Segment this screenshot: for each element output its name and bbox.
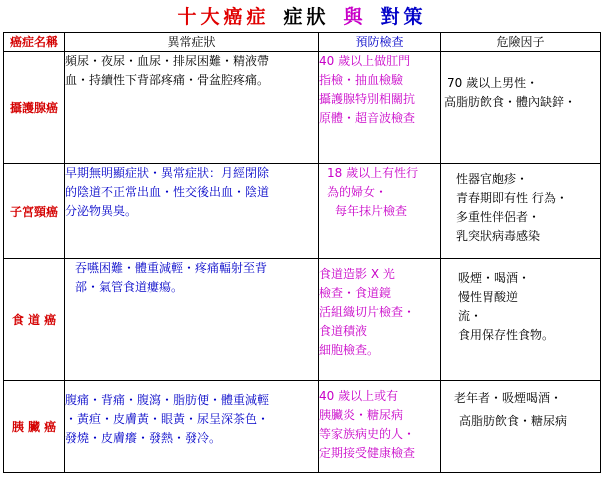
row-prevention bbox=[319, 52, 441, 164]
symptom-line: 部・氣管食道瘻瘍。 bbox=[75, 280, 184, 294]
prevention-line: 食道積液 bbox=[319, 324, 368, 338]
row-risk bbox=[441, 52, 601, 164]
symptom-line: 腹痛・背痛・腹瀉・脂肪便・體重減輕 bbox=[65, 393, 270, 407]
risk-line: 吸煙・喝酒・ bbox=[458, 271, 531, 285]
risk-line: 高脂肪飲食・糖尿病 bbox=[459, 414, 568, 428]
symptom-line: 血・持續性下背部疼痛・骨盆腔疼痛。 bbox=[65, 73, 270, 87]
header-row bbox=[4, 33, 601, 52]
row-symptoms bbox=[65, 381, 319, 473]
risk-line: 慢性胃酸逆 bbox=[458, 290, 519, 304]
header-cancer-name: 癌症名稱 bbox=[4, 33, 65, 52]
title-part-2: 症狀 bbox=[283, 6, 330, 28]
symptom-line: 吞嚥困難・體重減輕・疼痛輻射至背 bbox=[75, 261, 268, 275]
risk-line: 高脂肪飲食・體內缺鋅・ bbox=[444, 95, 577, 109]
row-prevention bbox=[319, 259, 441, 381]
prevention-line: 每年抹片檢查 bbox=[335, 204, 408, 218]
title-part-3: 與 bbox=[343, 6, 367, 28]
prevention-line: 食道造影 X 光 bbox=[319, 267, 395, 281]
risk-line: 青春期即有性 行為・ bbox=[456, 191, 568, 205]
risk-line: 70 歲以上男性・ bbox=[447, 76, 539, 90]
row-cancer-name: 子宮頸癌 bbox=[4, 164, 65, 259]
symptom-line: 頻尿・夜尿・血尿・排尿困難・精液帶 bbox=[65, 54, 270, 68]
prevention-line: 攝護腺特別相關抗 bbox=[319, 92, 416, 106]
row-prevention bbox=[319, 381, 441, 473]
prevention-line: 40 歲以上做肛門 bbox=[319, 54, 411, 68]
symptom-line: ・黃疸・皮膚黃・眼黃・尿呈深茶色・ bbox=[65, 412, 270, 426]
prevention-line: 為的婦女・ bbox=[327, 185, 388, 199]
header-prevention: 預防檢查 bbox=[319, 33, 441, 52]
symptom-line: 分泌物異臭。 bbox=[65, 204, 138, 218]
row-cancer-name: 胰 臟 癌 bbox=[4, 381, 65, 473]
table-row bbox=[4, 381, 601, 473]
table-row bbox=[4, 52, 601, 164]
table-row bbox=[4, 164, 601, 259]
prevention-line: 原體・超音波檢查 bbox=[319, 111, 416, 125]
row-risk bbox=[441, 381, 601, 473]
row-cancer-name: 攝護腺癌 bbox=[4, 52, 65, 164]
prevention-line: 指檢・抽血檢驗 bbox=[319, 73, 404, 87]
prevention-line: 檢查・食道鏡 bbox=[319, 286, 392, 300]
row-prevention bbox=[319, 164, 441, 259]
header-risk-factors: 危險因子 bbox=[441, 33, 601, 52]
title-part-4: 對策 bbox=[380, 6, 427, 28]
risk-line: 性器官皰疹・ bbox=[456, 172, 529, 186]
symptom-line: 的陰道不正常出血・性交後出血・陰道 bbox=[65, 185, 270, 199]
prevention-line: 18 歲以上有性行 bbox=[327, 166, 419, 180]
row-symptoms bbox=[65, 52, 319, 164]
cancer-table bbox=[3, 32, 601, 473]
row-risk bbox=[441, 259, 601, 381]
title-part-1: 十大癌症 bbox=[177, 6, 270, 28]
prevention-line: 細胞檢查。 bbox=[319, 343, 380, 357]
risk-line: 食用保存性食物。 bbox=[458, 328, 555, 342]
symptom-line: 發燒・皮膚癢・發熱・發冷。 bbox=[65, 431, 222, 445]
risk-line: 流・ bbox=[458, 309, 483, 323]
risk-line: 乳突狀病毒感染 bbox=[456, 229, 541, 243]
prevention-line: 40 歲以上或有 bbox=[319, 389, 399, 403]
table-row bbox=[4, 259, 601, 381]
row-symptoms bbox=[65, 164, 319, 259]
row-symptoms bbox=[65, 259, 319, 381]
row-cancer-name: 食 道 癌 bbox=[4, 259, 65, 381]
prevention-line: 活組織切片檢查・ bbox=[319, 305, 416, 319]
prevention-line: 胰臟炎・糖尿病 bbox=[319, 408, 404, 422]
prevention-line: 定期接受健康檢查 bbox=[319, 446, 416, 460]
row-risk bbox=[441, 164, 601, 259]
risk-line: 多重性伴侶者・ bbox=[456, 210, 541, 224]
symptom-line: 早期無明顯症狀・異常症狀：月經閉除 bbox=[65, 166, 270, 180]
prevention-line: 等家族病史的人・ bbox=[319, 427, 416, 441]
page-title bbox=[0, 2, 604, 32]
header-symptoms: 異常症狀 bbox=[65, 33, 319, 52]
risk-line: 老年者・吸煙喝酒・ bbox=[454, 391, 563, 405]
